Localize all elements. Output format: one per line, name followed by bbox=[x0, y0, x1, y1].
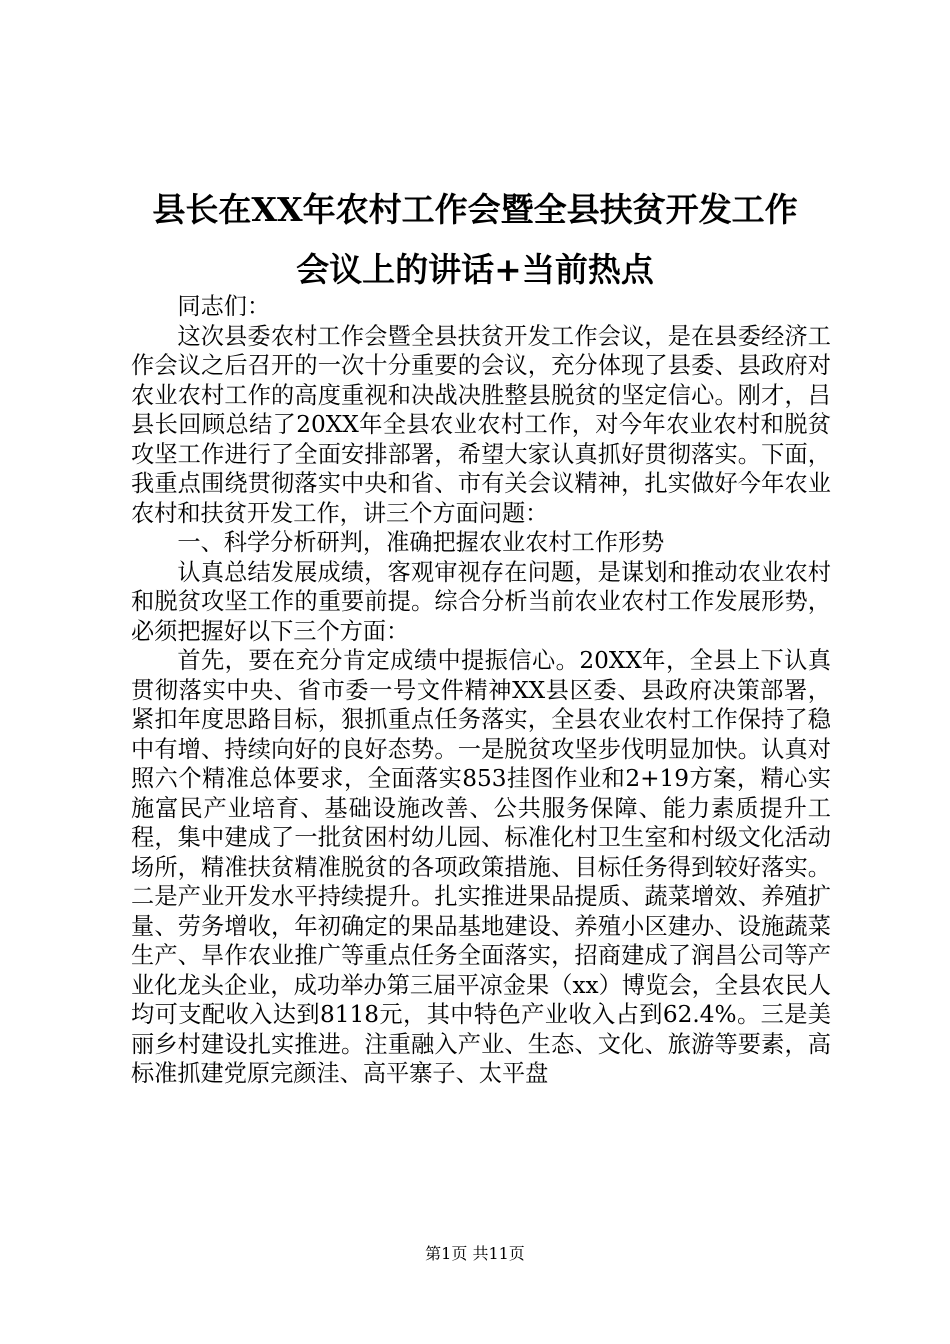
page-indicator: 第1页 共11页 bbox=[425, 1244, 525, 1263]
paragraph-intro: 这次县委农村工作会暨全县扶贫开发工作会议，是在县委经济工作会议之后召开的一次十分重要的会议，充分体现了县委、县政府对农业农村工作的高度重视和决战决胜整县脱贫的坚定信心。刚才，吕县长回顾总结了20XX年全县农业农村工作，对今年农业农村和脱贫攻坚工作进行了全面安排部署，希望大家认真抓好贯彻落实。下面，我重点围绕贯彻落实中央和省、市有关会议精神，扎实做好今年农业农村和扶贫开发工作，讲三个方面问题： bbox=[131, 322, 831, 527]
page-title bbox=[118, 180, 832, 300]
salutation: 同志们： bbox=[177, 293, 271, 320]
page-footer bbox=[0, 1244, 950, 1264]
title-line-1: 县长在XX年农村工作会暨全县扶贫开发工作 bbox=[152, 190, 798, 229]
title-line-2: 会议上的讲话+当前热点 bbox=[296, 250, 654, 289]
paragraph-achievements: 首先，要在充分肯定成绩中提振信心。20XX年，全县上下认真贯彻落实中央、省市委一号文件精神XX县区委、县政府决策部署，紧扣年度思路目标，狠抓重点任务落实，全县农业农村工作保持了稳中有增、持续向好的良好态势。一是脱贫攻坚步伐明显加快。认真对照六个精准总体要求，全面落实853挂图作业和2+19方案，精心实施富民产业培育、基础设施改善、公共服务保障、能力素质提升工程，集中建成了一批贫困村幼儿园、标准化村卫生室和村级文化活动场所，精准扶贫精准脱贫的各项政策措施、目标任务得到较好落实。二是产业开发水平持续提升。扎实推进果品提质、蔬菜增效、养殖扩量、劳务增收，年初确定的果品基地建设、养殖小区建办、设施蔬菜生产、旱作农业推广等重点任务全面落实，招商建成了润昌公司等产业化龙头企业，成功举办第三届平凉金果（xx）博览会，全县农民人均可支配收入达到8118元，其中特色产业收入占到62.4%。三是美丽乡村建设扎实推进。注重融入产业、生态、文化、旅游等要素，高标准抓建党原完颜洼、高平寨子、太平盘 bbox=[131, 647, 831, 1087]
document-body bbox=[131, 292, 831, 1089]
paragraph-overview: 认真总结发展成绩，客观审视存在问题，是谋划和推动农业农村和脱贫攻坚工作的重要前提。综合分析当前农业农村工作发展形势，必须把握好以下三个方面： bbox=[131, 558, 831, 645]
section-heading-1: 一、科学分析研判，准确把握农业农村工作形势 bbox=[177, 529, 665, 556]
